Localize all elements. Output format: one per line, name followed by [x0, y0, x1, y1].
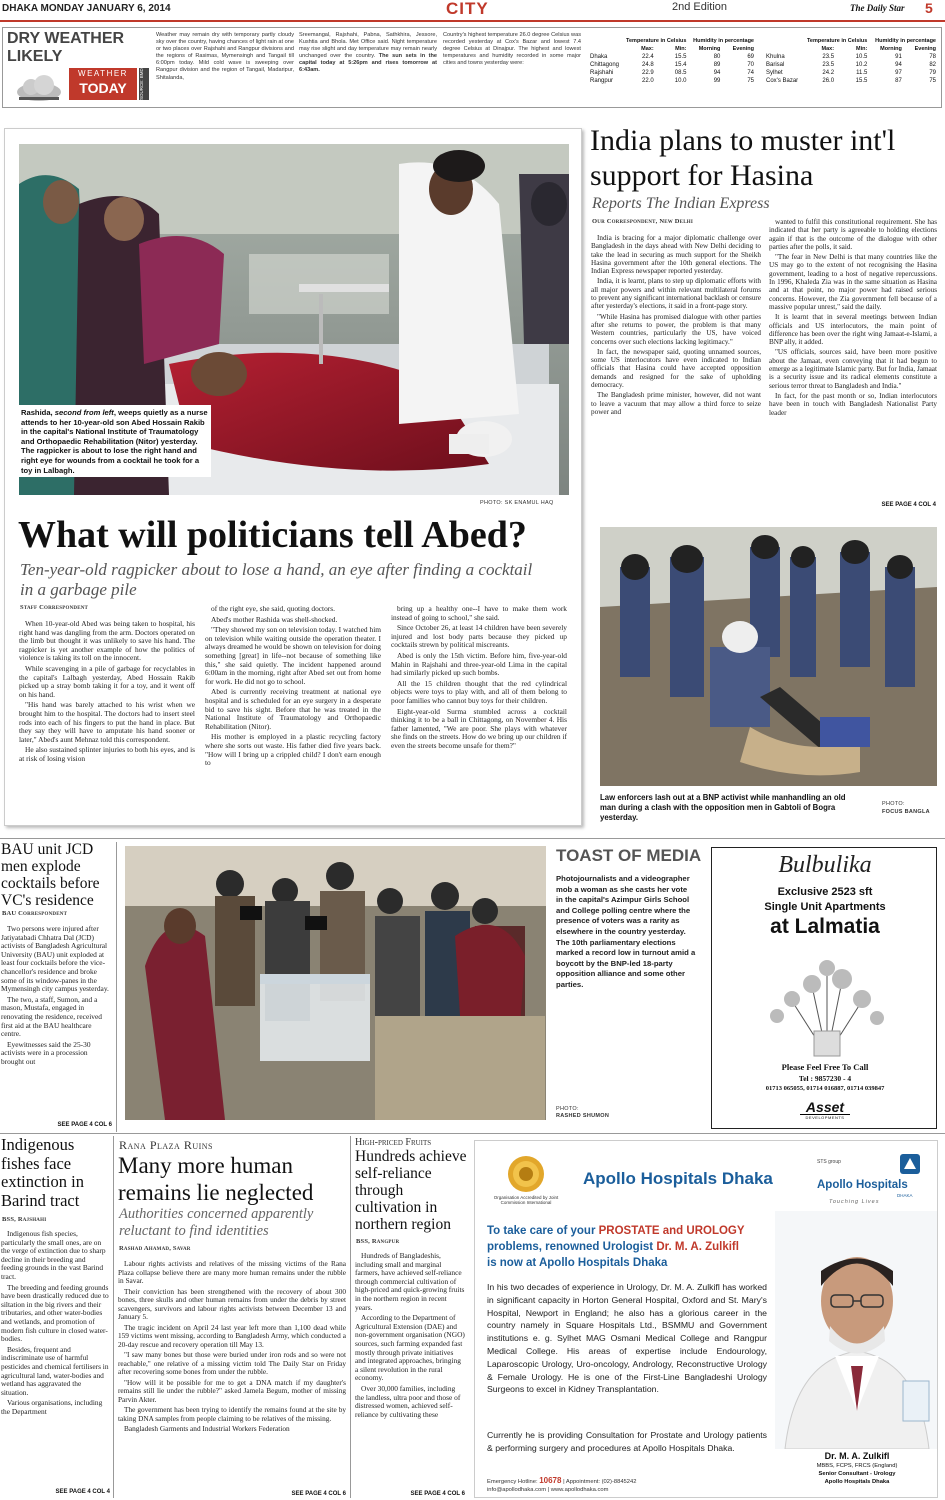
- weather-value: 91: [895, 54, 902, 60]
- th-temp-right: Temperature in Celsius: [806, 38, 868, 44]
- weather-text-col1: Weather may remain dry with temporary partly cloudy sky over the country, having chances of light rain at one or two places over Rajshahi and Rangpur divisions and the regions of Rasimas, Mymensingh and Tangail till 6:00pm today. Mild cold wave is sweeping over Rangpur division and the region of Tangail, Madaripur, Shitalanda,: [156, 32, 294, 81]
- weather-city: Dhaka: [590, 54, 608, 60]
- edition-label: 2nd Edition: [672, 1, 728, 13]
- divider-v1: [116, 842, 117, 1132]
- weather-row: [763, 69, 939, 77]
- apollo-contact: info@apollodhaka.com | www.apollodhaka.com: [487, 1487, 609, 1493]
- toast-credit-label: PHOTO:: [556, 1106, 579, 1112]
- dateline: DHAKA MONDAY JANUARY 6, 2014: [2, 3, 171, 14]
- weather-row: [587, 61, 757, 69]
- india-headline: India plans to muster int'l support for Hasina: [590, 124, 896, 192]
- paragraph: "They showed my son on television today. I watched him on television while waiting outside the operation theater. I always dreamed he would be shown on television for doing something [great] in life--not because of something like this," she said quietly. The incident happened around 6:00am in the morning, right after Abed set out from home for work. He did not go to school.: [205, 625, 381, 686]
- th-morning: Morning: [880, 46, 902, 52]
- page-number: 5: [925, 0, 933, 16]
- bau-body: [1, 925, 111, 1069]
- paragraph: While scavenging in a pile of garbage for recyclables in the capital's Lalbagh yesterday, Abed Hossain Rakib picked up a stray bomb taking it for a toy, and it went off on his hand.: [19, 663, 195, 699]
- weather-value: 23.5: [822, 54, 835, 60]
- weather-value: 74: [747, 70, 754, 76]
- paragraph: India is bracing for a major diplomatic challenge over Bangladesh in the days ahead with New Delhi deciding to take the lead in securing as much support for the Sheikh Hasina government after the 10th general elections. The Indian Express newspaper reported yesterday.: [591, 234, 761, 276]
- th-humidity-right: Humidity in percentage: [875, 38, 936, 44]
- india-col2: [769, 218, 937, 419]
- paragraph: Abed is only the 15th victim. Before him, five-year-old Mahin in Rajshahi and three-year-old Lima in the capital had similarly picked up such bombs.: [391, 650, 567, 678]
- bulbulika-line1: Exclusive 2523 sft: [777, 886, 873, 898]
- bogra-photo-credit: [882, 800, 938, 816]
- apollo-para2: Currently he is providing Consultation for Prostate and Urology patients & performing surgery and procedures at Apollo Hospitals Dhaka.: [487, 1430, 767, 1453]
- paragraph: The tragic incident on April 24 last year left more than 1,100 dead while 159 victims went missing, according to Bangladesh Army, which conducted a 20-day rescue and recovery operation till May 13.: [118, 1322, 346, 1349]
- paragraph: According to the Department of Agricultural Extension (DAE) and non-government organisation (NGO) sources, such farming expanded fast mostly through private initiatives and integrated approaches, bringing a silent revolution in the rural economy.: [355, 1313, 465, 1383]
- bogra-photo-image: [600, 527, 937, 786]
- weather-city: Chittagong: [590, 62, 620, 68]
- weather-value: 26.0: [822, 78, 835, 84]
- weather-value: 82: [929, 62, 936, 68]
- rana-seepage: SEE PAGE 4 COL 6: [291, 1491, 346, 1497]
- th-temp-left: Temperature in Celsius: [626, 38, 687, 44]
- weather-value: 75: [747, 78, 754, 84]
- weather-value: 24.8: [642, 62, 654, 68]
- apollo-logo-emblem-icon: [899, 1153, 921, 1175]
- bau-byline: BAU Correspondent: [2, 910, 68, 917]
- weather-text-col2: [299, 32, 437, 75]
- apollo-logo-text: Apollo Hospitals: [817, 1179, 908, 1191]
- paragraph: Various organisations, including the Department: [1, 1398, 103, 1416]
- doctor-portrait: [775, 1211, 938, 1449]
- paragraph: Besides, frequent and indiscriminate use of harmful pesticides and chemical fertilisers in agricultural land, water-bodies and wetland has aggravated the situation.: [1, 1344, 109, 1397]
- apollo-para1: In his two decades of experience in Urology, Dr. M. A. Zulkifl has worked in significant capacity in Horton General Hospital, Oxford and St. Mary's Hospital, Newport in England; he also has a glorious career in the country namely in Square Hospitals Ltd., BSMMU and Government institutions e. g. Sylhet MAG Osmani Medical College and Rangpur Medical College. His areas of expertise include Endourology, Laparoscopic Urology, Uro-oncology, Andrology, Reconstructive Urology & Female Urology. He is one of the First-Line Bangladeshi Urology Surgeons to excel in Kidney Transplantation.: [487, 1282, 767, 1395]
- weather-value: 70: [747, 62, 754, 68]
- weather-table-right: [763, 37, 939, 85]
- paragraph: "I saw many bones but those were buried under iron rods and so were not reachable," one relative of a missing victim told The Daily Star on Friday after recovering some bones from under the rubble.: [118, 1350, 346, 1376]
- hospital-photo-caption: [19, 405, 211, 477]
- abed-subhead: Ten-year-old ragpicker about to lose a hand, an eye after finding a cocktail in a garbage pile: [20, 560, 533, 599]
- bulbulika-tel: Tel : 9857230 - 4: [798, 1074, 852, 1083]
- india-seepage: SEE PAGE 4 COL 4: [881, 502, 936, 508]
- weather-value: 80: [713, 54, 721, 60]
- th-evening: Evening: [914, 46, 936, 52]
- fruits-seepage: SEE PAGE 4 COL 6: [410, 1491, 465, 1497]
- apollo-logo-city: DHAKA: [897, 1193, 913, 1198]
- weather-value: 87: [895, 78, 902, 84]
- bogra-credit-name: FOCUS BANGLA: [882, 809, 930, 815]
- india-byline: Our Correspondent, New Delhi: [592, 218, 693, 225]
- weather-row: [763, 77, 939, 85]
- apollo-hotline: 10678: [539, 1476, 562, 1485]
- apollo-ad: [474, 1140, 938, 1498]
- paragraph: Eyewitnesses said the 25-30 activists were in a procession brought out: [1, 1039, 91, 1066]
- paragraph: Since October 26, at least 14 children have been severely injured and lost body parts because they picked up cocktails strewn by political miscreants.: [391, 623, 567, 650]
- toast-body: Photojournalists and a videographer mob a woman as she casts her vote in the capital's Azimpur Girls School and College polling centre where the presence of voters was a rarity as elsewhere in the country yesterday. The 10th parliamentary elections marked a record low in turnout amid a boycott by the BNP-led 18-party opposition alliance and some other parties.: [556, 874, 696, 989]
- weather-value: 22.0: [642, 78, 654, 84]
- paragraph: Two persons were injured after Jatiyatabadi Chhatra Dal (JCD) activists of Bangladesh Agricultural University (BAU) unit exploded at least four cocktails before the vice-chancellor's residence and broke some of its window-panes in the Mymensingh city campus yesterday.: [1, 924, 109, 994]
- weather-title-line2: LIKELY: [7, 48, 63, 65]
- section-name: CITY: [446, 0, 489, 18]
- asset-logo: [800, 1100, 850, 1120]
- apollo-h1-pre: To take care of your: [487, 1225, 599, 1237]
- apollo-accreditation: Organisation Accredited by Joint Commission International: [493, 1195, 559, 1205]
- weather-box: [2, 27, 942, 108]
- apollo-title: Apollo Hospitals Dhaka: [583, 1169, 773, 1188]
- fishes-byline: BSS, Rajshahi: [2, 1216, 47, 1223]
- th-morning: Morning: [698, 46, 721, 52]
- bau-headline: BAU unit JCD men explode cocktails before VC's residence: [1, 841, 100, 909]
- weather-value: 94: [895, 62, 902, 68]
- weather-value: 15.5: [674, 54, 687, 60]
- toast-title: TOAST OF MEDIA: [556, 846, 702, 865]
- weather-row: [763, 61, 939, 69]
- paragraph: "How will it be possible for me to get a DNA match if my daughter's remains still lie under the rubble?" asked Jamela Begum, mother of missing Parvin Akter.: [118, 1377, 346, 1404]
- paragraph: It is learnt that in several meetings between Indian officials and US interlocutors, the main point of difference has been over the right wing Jamaat-e-Islami, a BNP ally, it added.: [769, 313, 937, 347]
- paragraph: In fact, the newspaper said, quoting unnamed sources, some US interlocutors have even indicated to Indian officials that Hasina could have accepted opposition demands and resigned for the sake of upholding democracy.: [591, 347, 761, 390]
- weather-value: 94: [713, 70, 721, 76]
- weather-value: 10.0: [674, 78, 687, 84]
- weather-value: 10.5: [855, 54, 868, 60]
- paragraph: Over 30,000 families, including the landless, ultra poor and those of distressed women, achieved self-reliance by cultivating these: [355, 1383, 461, 1419]
- th-humidity-left: Humidity in percentage: [693, 38, 754, 44]
- apollo-jci-seal: [507, 1155, 545, 1193]
- hospital-photo-credit: PHOTO: SK ENAMUL HAQ: [480, 500, 554, 506]
- fishes-headline: Indigenous fishes face extinction in Barind tract: [1, 1135, 84, 1210]
- th-evening: Evening: [732, 46, 754, 52]
- weather-value: 69: [747, 54, 754, 60]
- fruits-kicker: High-priced Fruits: [355, 1137, 432, 1148]
- apollo-hotline-label: Emergency Hotline:: [487, 1479, 540, 1485]
- india-col1: [591, 234, 761, 418]
- fruits-headline: Hundreds achieve self-reliance through cultivation in northern region: [355, 1148, 467, 1233]
- weather-title-line1: DRY WEATHER: [7, 30, 125, 47]
- apollo-appointment: | Appointment: (02)-8845242: [561, 1479, 637, 1485]
- rana-byline: Rashad Ahamad, Savar: [119, 1245, 191, 1252]
- doctor-org: Apollo Hospitals Dhaka: [824, 1479, 890, 1485]
- paragraph: "His hand was barely attached to his wrist when we brought him to the hospital. The doctors had to insert steel rods into each of his fingers to put the hand in place. But they say they will have to amputate his hand sooner or later," Abed's aunt Mehnaz told this correspondent.: [19, 700, 195, 744]
- masthead: [0, 0, 945, 22]
- india-subhead: Reports The Indian Express: [592, 195, 770, 212]
- weather-value: 79: [929, 70, 936, 76]
- divider-bottom: [0, 1133, 945, 1134]
- weather-row: [763, 53, 939, 61]
- abed-col1: [19, 620, 195, 766]
- fishes-seepage: SEE PAGE 4 COL 4: [55, 1489, 110, 1495]
- paragraph: Abed's mother Rashida was shell-shocked.: [211, 614, 338, 624]
- weather-row: [587, 69, 757, 77]
- paragraph: "The fear in New Delhi is that many countries like the US may go to the extent of not recognising the Hasina government, leading to a host of negative repercussions. In 1996, Khaleda Zia was in the same situation as Hasina and at that point, no major power had raised serious concerns. However, the Zia government fell because of a massive popular unrest," said the daily.: [769, 253, 937, 311]
- paragraph: Indigenous fish species, particularly the small ones, are on the verge of extinction due to sharp decline in their breeding and feeding grounds in the vast Barind tract.: [1, 1229, 106, 1281]
- weather-logo-word1: WEATHER: [78, 69, 128, 78]
- apollo-logo-block: [815, 1151, 935, 1211]
- weather-logo-word2: TODAY: [79, 80, 127, 96]
- weather-logo-side: SOURCE: BMD: [139, 68, 149, 100]
- paragraph: "US officials, sources said, have been more positive about the Jamaat, even conveying that it had begun to emerge as a legitimate Islamic party. But for India, Jamaat is a security issue and its radical elements constitute a serious terror threat to Bangladesh and India.": [769, 348, 937, 390]
- th-max: Max:: [821, 46, 835, 52]
- rana-headline: Many more human remains lie neglected: [118, 1153, 314, 1205]
- fishes-body: [1, 1230, 109, 1418]
- weather-value: 78: [929, 54, 936, 60]
- paragraph: In fact, for the past month or so, Indian interlocutors have been in touch with Bangladesh Nationalist Party leader: [769, 391, 937, 417]
- weather-value: 15.5: [855, 78, 868, 84]
- weather-value: 99: [713, 78, 721, 84]
- bulbulika-ad: [711, 847, 937, 1129]
- asset-logo-text: Asset: [805, 1099, 845, 1115]
- doctor-degrees: MBBS, FCPS, FRCS (England): [816, 1463, 898, 1469]
- weather-city: Rangpur: [590, 78, 614, 84]
- apollo-headline-line3: is now at Apollo Hospitals Dhaka: [487, 1257, 668, 1269]
- fruits-body: [355, 1252, 465, 1421]
- paragraph: bring up a healthy one--I have to make them work instead of going to school," she said.: [391, 604, 567, 622]
- weather-value: 89: [713, 62, 721, 68]
- weather-title: [7, 30, 124, 66]
- weather-today-logo: [69, 68, 137, 100]
- weather-value: 24.2: [822, 70, 835, 76]
- bulbulika-call: Please Feel Free To Call: [781, 1062, 869, 1072]
- divider-mid: [0, 838, 945, 839]
- paragraph: The Bangladesh prime minister, however, did not want to leave a vacuum that may allow a third force to seize power and: [591, 391, 761, 416]
- apollo-h2-highlight: Dr. M. A. Zulkifl: [656, 1241, 739, 1253]
- bau-seepage: SEE PAGE 4 COL 6: [57, 1122, 112, 1128]
- paragraph: Abed is currently receiving treatment at national eye hospital and is scheduled for an eye surgery in a desperate bid to save his sight. Before that he was treated in the National Institute of Traumatology and Orthopaedic Rehabilitation (Nitor).: [205, 687, 381, 731]
- toast-credit-name: RASHED SHUMON: [556, 1113, 610, 1119]
- weather-value: 22.9: [642, 70, 654, 76]
- rana-subhead: Authorities concerned apparently reluctant to find identities: [119, 1206, 314, 1239]
- paragraph: of the right eye, she said, quoting doctors.: [211, 604, 335, 613]
- paragraph: All the 15 children thought that the red cylindrical objects were toys to play with, and all of them belong to poor families who cannot buy toys for their children.: [391, 678, 567, 705]
- weather-row: [587, 53, 757, 61]
- apollo-tagline: Touching Lives: [829, 1199, 880, 1205]
- apollo-headline-line2: [487, 1239, 787, 1255]
- rana-kicker: Rana Plaza Ruins: [119, 1138, 214, 1152]
- bulbulika-mobiles: 01713 065055, 01714 016887, 01714 039847: [765, 1085, 885, 1092]
- apollo-headline-line1: [487, 1223, 787, 1239]
- paragraph: The breeding and feeding grounds have been drastically reduced due to siltation in the big rivers and their tributaries, and other water-bodies and wetlands, and promotion of modern fish culture in closed water-bodies.: [1, 1282, 109, 1344]
- weather-city: Rajshahi: [590, 70, 614, 76]
- apollo-headline: [487, 1223, 787, 1271]
- doctor-title: Senior Consultant - Urology: [818, 1471, 896, 1477]
- weather-col2-body: Sreemangal, Rajshahi, Pabna, Sathkhira, Jessore, Kushtia and Bhola. Met Office said. Night temperature may rise slight and day temperature may remain nearly unchanged over the country.: [299, 32, 437, 60]
- bulbulika-line3: at Lalmatia: [770, 915, 880, 938]
- bulbulika-brand: Bulbulika: [778, 852, 872, 878]
- caption-part2: , weeps quietly as a nurse attends to her 10-year-old son Abed Hossain Rakib in the capital's National Institute of Traumatology and Orthopaedic Rehabilitation (Nitor) yesterday. The ragpicker is about to lose the right hand and right eye for wounds from a cocktail he took for a toy in Lalbagh.: [21, 408, 208, 475]
- weather-city: Cox's Bazar: [766, 78, 799, 84]
- weather-row: [587, 77, 757, 85]
- apollo-contact-line: [487, 1477, 777, 1494]
- divider-v2: [113, 1136, 114, 1498]
- divider-v3: [350, 1136, 351, 1498]
- weather-value: 75: [929, 78, 936, 84]
- rana-body: [118, 1260, 346, 1436]
- bulbulika-line2: Single Unit Apartments: [764, 901, 886, 913]
- weather-value: 97: [895, 70, 902, 76]
- paragraph: Hundreds of Bangladeshis, including small and marginal farmers, have achieved self-reliance through commercial cultivation of high-priced and quick-growing fruits in the northern region in recent years.: [355, 1251, 465, 1312]
- paragraph: He also sustained splinter injuries to both his eyes, and is at risk of losing vision: [19, 745, 195, 763]
- paragraph: "While Hasina has promised dialogue with other parties after she returns to power, the problem is that many Western countries, particularly the US, have voiced concerns over such elections lacking legitimacy.": [591, 312, 761, 346]
- weather-city: Khulna: [766, 54, 785, 60]
- weather-sun-times: The sun sets in the capital today at 5:26pm and rises tomorrow at 6:43am.: [299, 53, 437, 74]
- paper-name: The Daily Star: [850, 3, 905, 13]
- weather-cloud-icon: [13, 74, 65, 102]
- weather-city: Barisal: [766, 62, 785, 68]
- weather-text-col3: Country's highest temperature 26.0 degree Celsius was recorded yesterday at Cox's Bazar and lowest 7.4 degree Celsius at Dinajpur. The highest and lowest temperatures and humidity recorded in some major cities and towns yesterday were:: [443, 32, 581, 67]
- abed-col3: [391, 605, 567, 753]
- caption-part1: Rashida,: [21, 408, 55, 417]
- bogra-photo: [600, 527, 937, 786]
- paragraph: His mother is employed in a plastic recycling factory where she sorts out waste. His father died five years back. "How will I bring up a crippled child? I don't earn enough to: [205, 732, 381, 768]
- paragraph: Their conviction has been strengthened with the recovery of about 300 bones, three skulls and other human remains from under the debris by street scavengers, survivors and labour rights activists between December 13 and January 5.: [118, 1286, 346, 1321]
- paragraph: Bangladesh Garments and Industrial Workers Federation: [124, 1424, 290, 1433]
- paragraph: The two, a staff, Sumon, and a mason, Mustafa, engaged in renovating the residence, received first aid at the BAU healthcare centre.: [1, 994, 102, 1039]
- th-min: Min:: [675, 46, 687, 52]
- paragraph: Labour rights activists and relatives of the missing victims of the Rana Plaza collapse believe there are many more human remains under the rubble in Savar.: [118, 1259, 346, 1285]
- weather-value: 22.4: [642, 54, 654, 60]
- apollo-h1-highlight: PROSTATE and UROLOGY: [598, 1225, 745, 1237]
- abed-col2: [205, 605, 381, 770]
- apollo-logo-group: STS group: [817, 1159, 841, 1165]
- bogra-photo-caption: Law enforcers lash out at a BNP activist while manhandling an old man during a clash with the opposition men in Gabtoli of Bogra yesterday.: [600, 793, 846, 822]
- paragraph: The government has been trying to identify the remains found at the site by taking DNA samples from people claiming to be relatives of the missing.: [118, 1405, 346, 1423]
- fruits-byline: BSS, Rangpur: [356, 1238, 400, 1245]
- doctor-name: Dr. M. A. Zulkifl: [824, 1451, 890, 1461]
- bulbulika-flower-image: [752, 946, 902, 1058]
- bogra-credit-label: PHOTO:: [882, 801, 905, 807]
- doctor-credentials: [775, 1451, 938, 1486]
- paragraph: When 10-year-old Abed was being taken to hospital, his right hand was dangling from the arm. Doctors operated on the limb but thought it was unlikely to save his hand. The ragpicker is yet another example of how the politics of violence is taking its toll on the innocent.: [19, 619, 195, 663]
- abed-headline: What will politicians tell Abed?: [18, 514, 527, 556]
- toast-credit: [556, 1106, 609, 1120]
- caption-italic: second from left: [54, 408, 114, 417]
- weather-value: 15.4: [674, 62, 687, 68]
- toast-photo: [125, 846, 546, 1120]
- asset-logo-sub: DEVELOPMENTS: [800, 1114, 850, 1120]
- weather-city: Sylhet: [766, 70, 783, 76]
- paragraph: India, it is learnt, plans to step up diplomatic efforts with all major powers and within relevant multilateral forums to prevent any significant international backlash or censure after yesterday's elections, it said in a front-page story.: [591, 277, 761, 311]
- paragraph: wanted to fulfil this constitutional requirement. She has indicated that her party is agreeable to holding elections again if that is the outcome of the dialogue with other parties after the polls, it said.: [769, 218, 937, 251]
- weather-value: 08.5: [674, 70, 687, 76]
- apollo-h2-pre: problems, renowned Urologist: [487, 1241, 657, 1253]
- weather-value: 10.2: [855, 62, 868, 68]
- apollo-hotline-line: [487, 1477, 777, 1486]
- weather-value: 11.5: [856, 70, 868, 76]
- weather-value: 23.5: [822, 62, 835, 68]
- th-min: Min:: [856, 46, 868, 52]
- abed-byline: Staff Correspondent: [20, 604, 89, 611]
- th-max: Max:: [641, 46, 654, 52]
- weather-table-left: [587, 37, 757, 85]
- toast-photo-image: [125, 846, 546, 1120]
- paragraph: Eight-year-old Surma stumbled across a cocktail thinking it to be a ball in Chittagong, on November 4. His father lamented, "We are poor. She plays with whatever she finds on the streets. How do we bring up our children if even the streets become unsafe for them?": [391, 706, 567, 750]
